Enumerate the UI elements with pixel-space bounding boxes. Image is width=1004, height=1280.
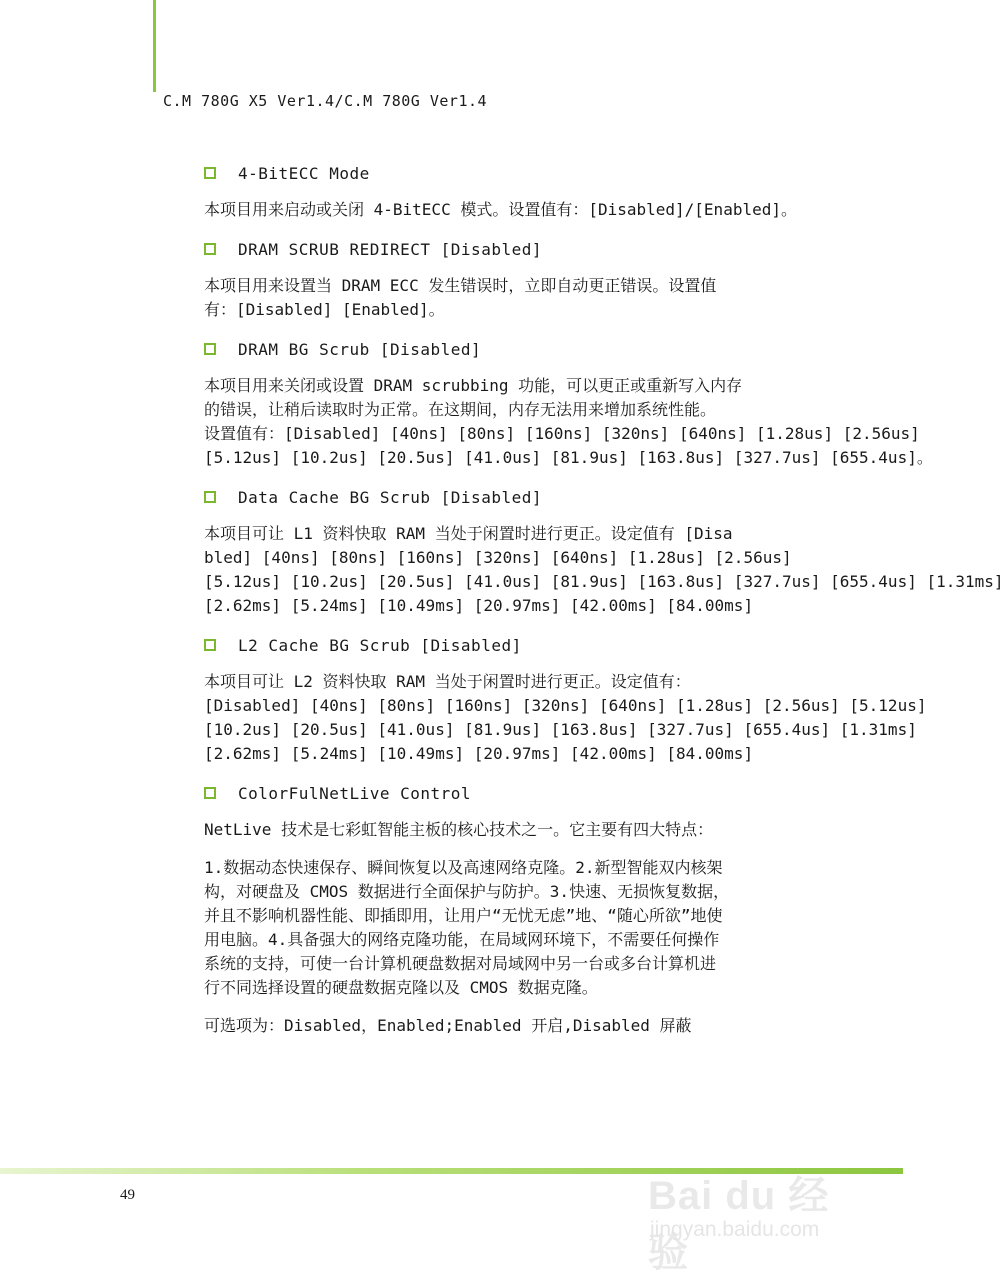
paragraph-line: 的错误，让稍后读取时为正常。在这期间，内存无法用来增加系统性能。: [204, 400, 717, 419]
section-paragraph: [204, 1014, 794, 1038]
watermark-logo: [648, 1146, 848, 1275]
paragraph-line: 设置值有：[Disabled] [40ns] [80ns] [160ns] [320ns] [640ns] [1.28us] [2.56us]: [204, 424, 920, 443]
watermark-logo-text: Bai du 经验: [648, 1174, 830, 1275]
square-bullet-icon: [204, 243, 216, 255]
paragraph-line: [2.62ms] [5.24ms] [10.49ms] [20.97ms] [42.00ms] [84.00ms]: [204, 596, 754, 615]
section-heading: ColorFulNetLive Control: [238, 783, 472, 803]
paragraph-line: 用电脑。4.具备强大的网络克隆功能，在局域网环境下，不需要任何操作: [204, 930, 720, 949]
page-number: 49: [120, 1187, 135, 1203]
section-heading-row: [204, 236, 794, 262]
paragraph-line: 本项目用来关闭或设置 DRAM scrubbing 功能，可以更正或重新写入内存: [204, 376, 743, 395]
square-bullet-icon: [204, 343, 216, 355]
paragraph-line: 本项目可让 L2 资料快取 RAM 当处于闲置时进行更正。设定值有：: [204, 672, 691, 691]
model-header: C.M 780G X5 Ver1.4/C.M 780G Ver1.4: [163, 92, 488, 110]
paragraph-line: NetLive 技术是七彩虹智能主板的核心技术之一。它主要有四大特点：: [204, 820, 714, 839]
section-paragraph: [204, 374, 933, 470]
section-heading: 4-BitECC Mode: [238, 163, 370, 183]
paragraph-line: 系统的支持，可使一台计算机硬盘数据对局域网中另一台或多台计算机进: [204, 954, 717, 973]
paragraph-line: 本项目用来启动或关闭 4-BitECC 模式。设置值有：[Disabled]/[Enabled]。: [204, 200, 797, 219]
paragraph-line: 并且不影响机器性能、即插即用，让用户“无忧无虑”地、“随心所欲”地使: [204, 906, 723, 925]
manual-content: [204, 160, 1004, 1052]
section-heading-row: [204, 336, 794, 362]
header-accent-line: [153, 0, 156, 92]
paragraph-line: bled] [40ns] [80ns] [160ns] [320ns] [640ns] [1.28us] [2.56us]: [204, 548, 792, 567]
section-heading: DRAM SCRUB REDIRECT [Disabled]: [238, 239, 542, 259]
section-heading: DRAM BG Scrub [Disabled]: [238, 339, 482, 359]
paragraph-line: [5.12us] [10.2us] [20.5us] [41.0us] [81.9us] [163.8us] [327.7us] [655.4us]。: [204, 448, 933, 467]
square-bullet-icon: [204, 167, 216, 179]
section-heading-row: [204, 632, 794, 658]
section-paragraph: [204, 522, 1004, 618]
paragraph-line: [5.12us] [10.2us] [20.5us] [41.0us] [81.9us] [163.8us] [327.7us] [655.4us] [1.31ms]: [204, 572, 1004, 591]
section-paragraph: [204, 198, 797, 222]
paragraph-line: 构，对硬盘及 CMOS 数据进行全面保护与防护。3.快速、无损恢复数据，: [204, 882, 730, 901]
paragraph-line: 有：[Disabled] [Enabled]。: [204, 300, 445, 319]
paragraph-line: 本项目用来设置当 DRAM ECC 发生错误时，立即自动更正错误。设置值: [204, 276, 717, 295]
square-bullet-icon: [204, 639, 216, 651]
section-heading-row: [204, 160, 794, 186]
section-paragraph: [204, 856, 794, 1000]
paragraph-line: [10.2us] [20.5us] [41.0us] [81.9us] [163.8us] [327.7us] [655.4us] [1.31ms]: [204, 720, 917, 739]
paragraph-line: 可选项为：Disabled，Enabled;Enabled 开启,Disabled 屏蔽: [204, 1016, 692, 1035]
paragraph-line: [Disabled] [40ns] [80ns] [160ns] [320ns] [640ns] [1.28us] [2.56us] [5.12us]: [204, 696, 927, 715]
section-heading-row: [204, 484, 794, 510]
section-heading-row: [204, 780, 794, 806]
section-paragraph: [204, 670, 927, 766]
square-bullet-icon: [204, 491, 216, 503]
paragraph-line: 1.数据动态快速保存、瞬间恢复以及高速网络克隆。2.新型智能双内核架: [204, 858, 723, 877]
paragraph-line: [2.62ms] [5.24ms] [10.49ms] [20.97ms] [42.00ms] [84.00ms]: [204, 744, 754, 763]
section-paragraph: [204, 818, 794, 842]
section-heading: Data Cache BG Scrub [Disabled]: [238, 487, 542, 507]
square-bullet-icon: [204, 787, 216, 799]
paragraph-line: 行不同选择设置的硬盘数据克隆以及 CMOS 数据克隆。: [204, 978, 598, 997]
paragraph-line: 本项目可让 L1 资料快取 RAM 当处于闲置时进行更正。设定值有 [Disa: [204, 524, 733, 543]
section-heading: L2 Cache BG Scrub [Disabled]: [238, 635, 522, 655]
watermark-url: jingyan.baidu.com: [650, 1218, 820, 1241]
section-paragraph: [204, 274, 794, 322]
